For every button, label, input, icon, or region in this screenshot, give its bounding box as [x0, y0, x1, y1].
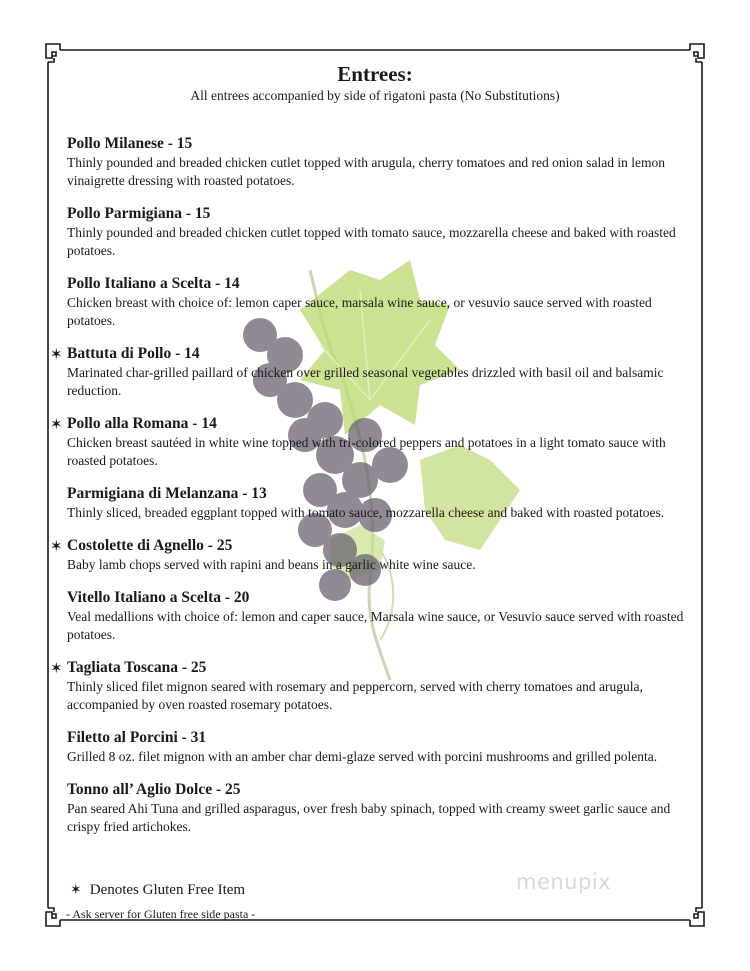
- item-name: Pollo Milanese - 15: [67, 135, 193, 152]
- item-description: Thinly pounded and breaded chicken cutlet topped with tomato sauce, mozzarella cheese and baked with roasted potatoes.: [67, 225, 676, 258]
- menu-item: [50, 414, 692, 470]
- item-description: Marinated char-grilled paillard of chicken over grilled seasonal vegetables drizzled with basil oil and balsamic reduction.: [67, 365, 664, 398]
- menu-item: [67, 588, 692, 644]
- gluten-free-star-icon: ✶: [50, 345, 63, 363]
- item-description: Grilled 8 oz. filet mignon with an amber char demi-glaze served with porcini mushrooms and grilled polenta.: [67, 749, 658, 764]
- item-name: Parmigiana di Melanzana - 13: [67, 485, 267, 502]
- menu-item: [67, 484, 692, 522]
- item-name: Tonno all’ Aglio Dolce - 25: [67, 781, 241, 798]
- menu-item: [50, 658, 692, 714]
- menu-header: [0, 62, 750, 104]
- menu-item: [67, 134, 692, 190]
- menu-item: [50, 536, 692, 574]
- menu-item: [67, 728, 692, 766]
- item-description: Chicken breast with choice of: lemon caper sauce, marsala wine sauce, or vesuvio sauce served with roasted potatoes.: [67, 295, 652, 328]
- item-name: Tagliata Toscana - 25: [67, 659, 207, 676]
- gluten-free-star-icon: ✶: [50, 659, 63, 677]
- gluten-free-star-icon: ✶: [70, 882, 82, 898]
- entree-list: [50, 134, 692, 850]
- item-description: Thinly pounded and breaded chicken cutlet topped with arugula, cherry tomatoes and red onion salad in lemon vinaigrette dressing with roasted potatoes.: [67, 155, 665, 188]
- item-description: Baby lamb chops served with rapini and beans in a garlic white wine sauce.: [67, 557, 476, 572]
- item-name: Filetto al Porcini - 31: [67, 729, 207, 746]
- item-description: Thinly sliced, breaded eggplant topped with tomato sauce, mozzarella cheese and baked with roasted potatoes.: [67, 505, 665, 520]
- item-name: Pollo alla Romana - 14: [67, 415, 217, 432]
- menu-item: [67, 274, 692, 330]
- item-name: Pollo Parmigiana - 15: [67, 205, 211, 222]
- item-name: Vitello Italiano a Scelta - 20: [67, 589, 250, 606]
- page-title: Entrees:: [337, 62, 413, 86]
- gluten-free-star-icon: ✶: [50, 537, 63, 555]
- page-subtitle: All entrees accompanied by side of rigatoni pasta (No Substitutions): [190, 88, 560, 103]
- item-name: Costolette di Agnello - 25: [67, 537, 233, 554]
- item-name: Battuta di Pollo - 14: [67, 345, 200, 362]
- legend-text: Denotes Gluten Free Item: [89, 882, 246, 898]
- gluten-free-star-icon: ✶: [50, 415, 63, 433]
- item-description: Veal medallions with choice of: lemon and caper sauce, Marsala wine sauce, or Vesuvio sauce served with roasted potatoes.: [67, 609, 684, 642]
- gluten-free-legend: [70, 880, 245, 900]
- menu-item: [50, 344, 692, 400]
- item-name: Pollo Italiano a Scelta - 14: [67, 275, 240, 292]
- item-description: Chicken breast sautéed in white wine topped with tri-colored peppers and potatoes in a light tomato sauce with roasted potatoes.: [67, 435, 666, 468]
- gluten-free-pasta-note: - Ask server for Gluten free side pasta -: [66, 907, 256, 921]
- menu-item: [67, 780, 692, 836]
- item-description: Pan seared Ahi Tuna and grilled asparagus, over fresh baby spinach, topped with creamy sweet garlic sauce and crispy fried artichokes.: [67, 801, 671, 834]
- watermark-logo: menupix: [516, 870, 612, 894]
- item-description: Thinly sliced filet mignon seared with rosemary and peppercorn, served with cherry tomatoes and arugula, accompanied by oven roasted rosemary potatoes.: [67, 679, 643, 712]
- menu-item: [67, 204, 692, 260]
